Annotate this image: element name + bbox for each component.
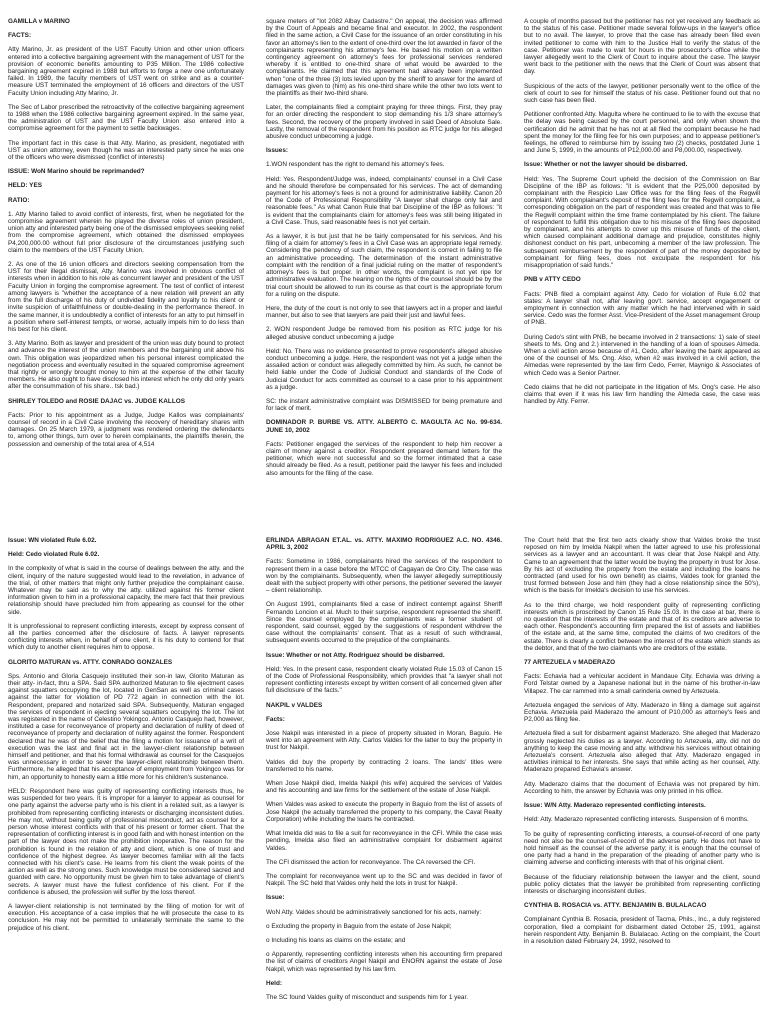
paragraph: Atty. Maderazo claims that the document of Echavia was not prepared by him. According to him, the answer by Echavia was only printed in his office. bbox=[524, 780, 760, 795]
paragraph: 3. Atty Marino. Both as lawyer and president of the union was duty bound to protect and advance the interest of the union members and the bargaining unit above his own. This obligation was jeopardized when his personal interest complicated the negotiation process and eventually resulted in the squared compromise agreement that rightly or wrongly brought money to him at the expense of the other faculty members. He also ought to have disclosed his interest which he only did only years after the consummation of his share.. tsk bad.) bbox=[8, 340, 244, 391]
paragraph: The important fact in this case is that Atty. Marino, as president, negotiated with UST as union attorney, even though he was an interested party since he was one of the officers who were dismissed (conflict of interests) bbox=[8, 139, 244, 162]
page1-column-1 bbox=[8, 18, 244, 498]
paragraph: Because of the fiduciary relationship between the lawyer and the client, sound public policy dictates that the lawyer be prohibited from representing conflicting interests or discharging inconsistent duties. bbox=[524, 873, 760, 895]
section-heading: Held: bbox=[266, 979, 282, 987]
section-heading: 77 ARTEZUELA v MADERAZO bbox=[524, 659, 616, 667]
paragraph: Held: Yes. Respondent/Judge was, indeed, complainants' counsel in a Civil Case and he should therefore be compensated for his services. The act of demanding payment for his attorney's fees is not a ground for administrative liability. Canon 20 of the Code of Professional Responsibility "A lawyer shall charge only fair and reasonable fees." As what Canon Rule that bar Discipline of the IBP as follows: "it is evident that the complainants claim for attorney's fees was still being litigated in a Civil Case. Thus, said reasonable fees is not yet certain. bbox=[266, 175, 502, 226]
paragraph: During Cedo's stint with PNB, he became involved in 2 transactions: 1) sale of steel sheets to Ms. Ong and 2.) intervened in the handling of a loan of spouses Almeda. When a civil action arose because of #1, Cedo, after leaving the bank appeared as one of the counsel of Ms. Ong. Also, when #2 was involved in a civil action, the Almedas were represented by the law firm Cedo, Ferrer, Maynigo & Associates of which Cedo was a Senior Partner. bbox=[524, 333, 760, 377]
paragraph: Here, the duty of the court is not only to see that lawyers act in a proper and lawful manner, but also to see that lawyers are paid their just and lawful fees. bbox=[266, 304, 502, 320]
paragraph: As a lawyer, it is but just that he be fairly compensated for his services. And his filing of a claim for attorney's fees in a Civil Case was an appropriate legal remedy. Considering the pendency of such claim, the respondent is correct in failing to file an administrative proceeding. The determination of the instant administrative complaint with the rendition of a final judicial ruling on the matter of respondent's attorney's fees is but proper. In other words, the complaint is not yet ripe for administrative evaluation. The hearing on the rights of the counsel should be by the trial court should be allowed to run its course as that court is the appropriate forum for a ruling on the dispute. bbox=[266, 233, 502, 298]
paragraph: 2. WON respondent Judge be removed from his position as RTC judge for his alleged abusive conduct unbecoming a judge bbox=[266, 326, 502, 341]
section-heading: ERLINDA ABRAGAN ET.AL. vs. ATTY. MAXIMO RODRIGUEZ A.C. NO. 4346. APRIL 3, 2002 bbox=[266, 537, 502, 552]
section-heading: RATIO: bbox=[8, 196, 30, 204]
document-page-1 bbox=[0, 0, 768, 505]
section-heading: Held: Cedo violated Rule 6.02. bbox=[8, 551, 100, 559]
section-heading: Issue: bbox=[266, 894, 285, 902]
section-heading: HELD: YES bbox=[8, 182, 42, 190]
paragraph: Facts: Petitioner engaged the services of the respondent to help him recover a claim of money against a creditor. Respondent prepared demand letters for the petitioner, which were not successful and so the former intimated that a case should already be filed. As a result, petitioner paid the lawyer his fees and included also amounts for the filing of the case. bbox=[266, 440, 502, 477]
paragraph: Facts: Sometime in 1986, complainants hired the services of the respondent to represent them in a case before the MTCC of Cagayan de Oro City. The case was won by the complainants. Subsequently, when the lawyer allegedly surreptitiously dealt with the subject property with other persons, the petitioner severed the lawyer – client relationship. bbox=[266, 558, 502, 595]
paragraph: Complainant Cynthia B. Rosacia, president of Tacma, Phils., Inc., a duly registered corporation, filed a complaint for disbarment dated October 25, 1991, against herein respondent Atty. Benjamin B. Bulalacao. Acting on the complaint, the Court in a resolution dated February 24, 1992, resolved to bbox=[524, 916, 760, 945]
page-separator bbox=[0, 505, 768, 519]
paragraph: On August 1991, complainants filed a case of indirect contempt against Sheriff Fernando Loncion et al. Much to their surprise, respondent represented the sheriff. Since the counsel employed by the complainants was a former student of respondent, said counsel, egged by the suggestions of respondent withdrew the case without the complainants' consent. That as a result of such withdrawal, subsequent events occurred to the prejudice of the complainants. bbox=[266, 601, 502, 645]
paragraph: Later, the complainants filed a complaint praying for three things. First, they pray for an order directing the respondent to stop demanding his 1/3 share attorney's fees. Second, the recovery of the property involved in said Deed of Absolute Sale. Lastly, the removal of the respondent from his position as RTC judge for his alleged abusive conduct unbecoming a judge. bbox=[266, 104, 502, 141]
paragraph: Suspicious of the acts of the lawyer, petitioner personally went to the office of the clerk of court to see for himself the status of his case. Petitioner found out that no such case has been filed. bbox=[524, 82, 760, 105]
section-heading: Facts: bbox=[266, 715, 285, 723]
section-heading: GLORITO MATURAN vs. ATTY. CONRADO GONZALES bbox=[8, 658, 173, 666]
section-heading: DOMINADOR P. BURBE VS. ATTY. ALBERTO C. MAGULTA AC No. 99-634. JUNE 10, 2002 bbox=[266, 419, 502, 434]
paragraph: Facts: Prior to his appointment as a Judge, Judge Kallos was complainants' counsel of record in a Civil Case involving the recovery of hereditary shares with damages. On 25 March 1979, a judgment was rendered ordering the defendants to, among other things, turn over to herein complainants, the plaintiffs therein, the possession and ownership of the total area of 4,514 bbox=[8, 411, 244, 448]
paragraph: Artezuela filed a suit for disbarment against Maderazo. She alleged that Maderazo grossly neglected his duties as a lawyer. According to Artezuela, atty. did not do anything to keep the case moving and atty. withdrew his services without obtaining Artezuela's consent. Artezuela also alleged that Atty. Maderazo engaged in activities inimical to her interests. She says that while acting as her counsel, Atty. Maderazo prepared Echavia's answer. bbox=[524, 730, 760, 774]
section-heading: Issue: W/N Atty. Maderazo represented conflicting interests. bbox=[524, 802, 706, 810]
paragraph: 1. Atty Marino failed to avoid conflict of interests, first, when he negotiated for the compromise agreement wherein he played the diverse roles of union president, union atty and interested party being one of the dismissed employees seeking relief from the compromise agreement, which obtained the dismissed employees P4,200,000.00 without full prior disclosure of the circumstances justifying such claim to the members of the UST Faculty Union. bbox=[8, 210, 244, 254]
paragraph: When Jose Nakpil died, Imelda Nakpil (his wife) acquired the services of Valdes and his accounting and law firms for the settlement of the estate of Jose Nakpil. bbox=[266, 780, 502, 795]
section-heading: Issue: WN violated Rule 6.02. bbox=[8, 537, 97, 544]
paragraph: Valdes did buy the property by contracting 2 loans. The lands' titles were transferred to his name. bbox=[266, 758, 502, 773]
paragraph: Cedo claims that he did not participate in the litigation of Ms. Ong's case. He also claims that even if it was his law firm handling the Almeda case, the case was handled by Atty. Ferrer. bbox=[524, 383, 760, 406]
paragraph: 1.WON respondent has the right to demand his attorney's fees. bbox=[266, 161, 445, 169]
paragraph: Held: No. There was no evidence presented to prove respondent's alleged abusive conduct unbecoming a judge. Here, the respondent was not yet a judge when the assailed action or conduct was allegedly committed by him. As such, he cannot be held liable under the Code of Judicial Conduct and standards of the Code of Judicial Conduct for acts committed as counsel to a case prior to his appointment as a judge. bbox=[266, 347, 502, 391]
paragraph: 2. As one of the 16 union officers and directors seeking compensation from the UST for their illegal dismissal, Atty. Marino was involved in obvious conflict of interests when in addition to his role as concurrent lawyer and president of the UST Faculty Union in forging the compromise agreement. The test of conflict of interest among lawyers is "whether the acceptance of a new relation will prevent an atty from the full discharge of his duty of undivided fidelity and loyalty to his client or invite suspicion of unfaithfulness or double-dealing in the performance thereof. In the same manner, it is undoubtedly a conflict of interests for an atty to put himself in a position where self-interest tempts, or worse, actually impels him to do less than his best for his client. bbox=[8, 261, 244, 333]
page1-column-2 bbox=[266, 18, 502, 498]
paragraph: A couple of months passed but the petitioner has not yet received any feedback as to the status of his case. Petitioner made several follow-ups in the lawyer's office but to no avail. The lawyer, to prove that the case has already been filed even invited petitioner to come with him to the Justice Hall to verify the status of the case. Petitioner was made to wait for hours in the prosecutor's office while the lawyer allegedly went to the Clerk of Court to inquire about the case. The lawyer went back to the petitioner with the news that the Clerk of Court was absent that day. bbox=[524, 18, 760, 76]
paragraph: Held: Yes. In the present case, respondent clearly violated Rule 15.03 of Canon 15 of the Code of Professional Responsibility, which provides that "a lawyer shall not represent conflicting interests except by written consent of all concerned given after full disclosure of the facts." bbox=[266, 665, 502, 695]
section-heading: CYNTHIA B. ROSACIA vs. ATTY. BENJAMIN B. BULALACAO bbox=[524, 902, 707, 910]
paragraph: The complaint for reconveyance went up to the SC and was decided in favor of Nakpil. The SC held that Valdes only held the lots in trust for Nakpil. bbox=[266, 872, 502, 888]
section-heading: SHIRLEY TOLEDO and ROSIE DAJAC vs. JUDGE KALLOS bbox=[8, 397, 185, 405]
page2-column-1 bbox=[8, 537, 244, 1017]
section-heading: PNB v ATTY CEDO bbox=[524, 276, 581, 284]
paragraph: HELD: Respondent here was guilty of representing conflicting interests thus, he was suspended for two years. It is improper for a lawyer to appear as counsel for one party against the adverse party who is his client in a related suit, as a lawyer is prohibited from representing conflicting interests or discharging inconsistent duties. He may not, without being guilty of professional misconduct, act as counsel for a person whose interest conflicts with that of his present or former client. That the representation of conflicting interest is in good faith and with honest intention on the part of the lawyer does not make the prohibition inoperative. The reason for the prohibition is found in the relation of atty and client, which is one of trust and confidence of the highest degree. As lawyer becomes familiar with all the facts connected with his client's case. He learns from his client the weak points of the action as well as the strong ones. Such knowledge must be considered sacred and guarded with care. No opportunity must be given him to take advantage of client's secrets. A lawyer must have the fullest confidence of his client. For if the confidence is abused, the profession will suffer by the loss thereof. bbox=[8, 787, 244, 896]
paragraph: Jose Nakpil was interested in a piece of property situated in Moran, Baguio. He went into an agreement with Atty. Carlos Valdes for the latter to buy the property in trust for Nakpil. bbox=[266, 730, 502, 752]
paragraph: Facts: PNB filed a complaint against Atty. Cedo for violation of Rule 6.02 that states: A lawyer shall not, after leaving gov't. service, accept engagement or employment in connection with any matter which he had intervened with in said service. Cedo was the former Asst. Vice-President of the Asset management Group of PNB. bbox=[524, 290, 760, 327]
section-heading: Issues: bbox=[266, 147, 289, 155]
paragraph: Artezuela engaged the services of Atty. Maderazo in filing a damage suit against Echavia. Artezuela paid Maderazo the amount of P10,000 as attorney's fees and P2,000 as filing fee. bbox=[524, 701, 760, 724]
paragraph: Held: Yes. The Supreme Court upheld the decision of the Commission on Bar Discipline of the IBP as follows: "it is evident that the P25,000 deposited by complainant with the Respicio Law Office was for the filing fees of the Regwill complaint. With complainant's deposit of the filing fees for the Regwill complaint, a corresponding obligation on the part of respondent was created and that was to file the Regwill complaint within the time frame contemplated by his client. The failure of respondent to fulfill this obligation due to his misuse of the filing fees deposited by complainant, and his attempts to cover up this misuse of funds of the client, which caused complainant additional damage and prejudice, constitutes highly dishonest conduct on his part, unbecoming a member of the law profession. The subsequent reimbursement by the respondent of part of the money deposited by complainant for filing fees, does not exculpate the respondent for his misappropriation of said funds." bbox=[524, 175, 760, 270]
paragraph: The CFI dismissed the action for reconveyance. The CA reversed the CFI. bbox=[266, 858, 476, 866]
paragraph: square meters of "lot 2082 Albay Cadastre." On appeal, the decision was affirmed by the Court of Appeals and became final and executor. In 2002, the respondent filed in the same action, a Civil Case for the issuance of an order constituting in his favor an attorney's lien to the extent of one-third over the lot awarded in favor of the complainants representing his attorney's fee. He based his motion on a written contingency agreement on attorney's fees for professional services rendered whereby it is entitled to one-third share of what would be awarded to the complainants. He claimed that this agreement had already been implemented when "one of the three (3) lots levied upon by the sheriff to answer for the award of damages was given to (him) as his one-third share while the other two lots went to the plaintiffs as their two-third share. bbox=[266, 18, 502, 98]
page2-column-2 bbox=[266, 537, 502, 1017]
paragraph: When Valdes was asked to execute the property in Baguio from the list of assets of Jose Nakpil (he actually transferred the property to his company, the Caval Realty Corporation) while including the loans he contracted. bbox=[266, 801, 502, 823]
paragraph: o Excluding the property in Baguio from the estate of Jose Nakpil; bbox=[266, 922, 452, 930]
paragraph: o Apparently, representing conflicting interests when his accounting firm prepared the list of claims of creditors Angel Nakpil and ENORN against the estate of Jose Nakpil, which was represented by his law firm. bbox=[266, 951, 502, 973]
paragraph: SC: the instant administrative complaint was DISMISSED for being premature and for lack of merit. bbox=[266, 397, 502, 413]
paragraph: Sps. Antonio and Gloria Casquejo instituted their son-in law, Glorito Maturan as their atty- in-fact, thru a SPA. Said SPA authorized Maturan to file ejectment cases against squatters occupying the lot, located in GenSan as well as criminal cases against the latter for violation of PD 772 again in connection with the lot. Respondent, prepared and notarized said SPA. Subsequently, Maturan engaged the services of respondent in ejecting several squatters occupying the lot. The lot was registered in the name of Celestino Yokingco. Antonio Casquejo had, however, instituted a case for reconveyance of property and declaration of nullity of deed of reconveyance of property and declaration of nullity against the former. Respondent declared that he was of the belief that the filing a motion for issuance of a writ of execution was the last and final act in the lawyer-client relationship between himself and petitioner, and that his formal withdrawal as counsel for the Casquejos was unnecessary in order to sever the lawyer-client relationship between them. Furthermore, he alleged that his acceptance of employment from Yokingco was for him, an opportunity to honestly earn a little more for his children's sustenance. bbox=[8, 672, 244, 781]
document-page-2 bbox=[0, 519, 768, 1024]
paragraph: It is unprofessional to represent conflicting interests, except by express consent of all the parties concerned after the disclosure of facts. A lawyer represents conflicting interests when, in behalf of one client, it is his duty to contend for that which duty to another client requires him to oppose. bbox=[8, 622, 244, 652]
paragraph: In the complexity of what is said in the course of dealings between the atty. and the client, inquiry of the nature suggested would lead to the revelation, in advance of the trial, of other matters that might only further prejudice the complainant cause. Whatever may be said as to why the atty. utilized against his former client information given to him in a professional capacity, the mere fact that their previous relationship should have precluded him from appearing as counsel for the other side. bbox=[8, 565, 244, 616]
paragraph: A lawyer-client relationship is not terminated by the filing of motion for writ of execution. His acceptance of a case implies that he will prosecute the case to its conclusion. He may not be permitted to unilaterally terminate the same to the prejudice of his client. bbox=[8, 902, 244, 932]
paragraph: o Including his loans as claims on the estate; and bbox=[266, 936, 406, 944]
section-heading: ISSUE: WoN Marino should be reprimanded? bbox=[8, 168, 145, 176]
section-heading: FACTS: bbox=[8, 32, 32, 40]
section-heading: GAMILLA v MARIÑO bbox=[8, 18, 70, 25]
paragraph: Held: Atty. Maderazo represented conflicting interests. Suspension of 6 months. bbox=[524, 816, 749, 824]
paragraph: To be guilty of representing conflicting interests, a counsel-of-record of one party need not also be the counsel-of-record of the adverse party. He does not have to hold himself as the counsel of the adverse party; it is enough that the counsel of one party had a hand in the preparation of the pleading of another party who is claiming adverse and conflicting interests with that of his original client. bbox=[524, 830, 760, 867]
paragraph: As to the third charge, we hold respondent guilty of representing conflicting interests which is proscribed by Canon 15 Rule 15.03. In the case at bar, there is no question that the interests of the estate and that of its creditors are adverse to each other. Respondent's accounting firm prepared the list of assets and liabilities of the estate and, at the same time, computed the claims of two creditors of the estate. There is clearly a conflict between the interest of the estate which stands as the debtor, and that of the two claimants who are creditors of the estate. bbox=[524, 601, 760, 652]
paragraph: WoN Atty. Valdes should be administratively sanctioned for his acts, namely: bbox=[266, 908, 482, 916]
page1-column-3 bbox=[524, 18, 760, 498]
section-heading: Issue: Whether or not Atty. Rodriguez should be disbarred. bbox=[266, 651, 445, 659]
paragraph: Atty Marino, Jr. as president of the UST Faculty Union and other union officers entered into a collective bargaining agreement with the management of UST for the provision of economic benefits amounting to P35 Million. The 1986 collective bargaining agreement expired in 1988 but efforts to forge a new one unfortunately failed. In 1989, the faculty members of UST went on strike and as a counter-measure UST terminated the employment of 16 officers and directors of the UST Faculty Union including Atty Marino, Jr. bbox=[8, 46, 244, 97]
section-heading: NAKPIL v VALDES bbox=[266, 701, 323, 709]
section-heading: Issue: Whether or not the lawyer should be disbarred. bbox=[524, 161, 688, 169]
paragraph: Facts: Echavia had a vehicular accident in Mandaue City. Echavia was driving a Ford Telstar owned by a Japanese national but in the name of his brother-in-law Villapez. The car rammed into a small carinderia owned by Artezuela. bbox=[524, 673, 760, 695]
paragraph: The Sec of Labor prescribed the retroactivity of the collective bargaining agreement to 1988 when the 1986 collective bargaining agreement expired. In the same year, the administration of UST and the UST Faculty Union also entered into a compromise agreement for the payment to settle backwages. bbox=[8, 103, 244, 133]
paragraph: The SC found Valdes guilty of misconduct and suspends him for 1 year. bbox=[266, 993, 469, 1001]
page2-column-3 bbox=[524, 537, 760, 1017]
paragraph: Petitioner confronted Atty. Magulta where he continued to lie to with the excuse that the delay was being caused by the court personnel, and only when shown the certification did he admit that he has not at all filed the complaint because he had spent the money for the filing fee for his own purposes; and to appease petitioner's feelings, he offered to reimburse him by issuing two (2) checks, postdated June 1 and June 5, 1999, in the amounts of P12,000.00 and P8,000.00, respectively. bbox=[524, 111, 760, 155]
paragraph: What Imelda did was to file a suit for reconveyance in the CFI. While the case was pending, Imelda also filed an administrative complaint for disbarment against Valdes. bbox=[266, 830, 502, 852]
paragraph: The Court held that the first two acts clearly show that Valdes broke the trust reposed on him by Imelda Nakpil when the latter agreed to use his professional services as a lawyer and an accountant. It was clear that Jose Nakpil and Atty. Came to an agreement that the latter would be buying the property in trust for Jose. By his act of excluding the property from the estate and including the loans he contracted (and used for his own benefit) as claims, Valdes took for granted the trust formed between Jose and him (they had a close relationship since the 50's), which is the basis for Imelda's decision to use his services. bbox=[524, 537, 760, 595]
